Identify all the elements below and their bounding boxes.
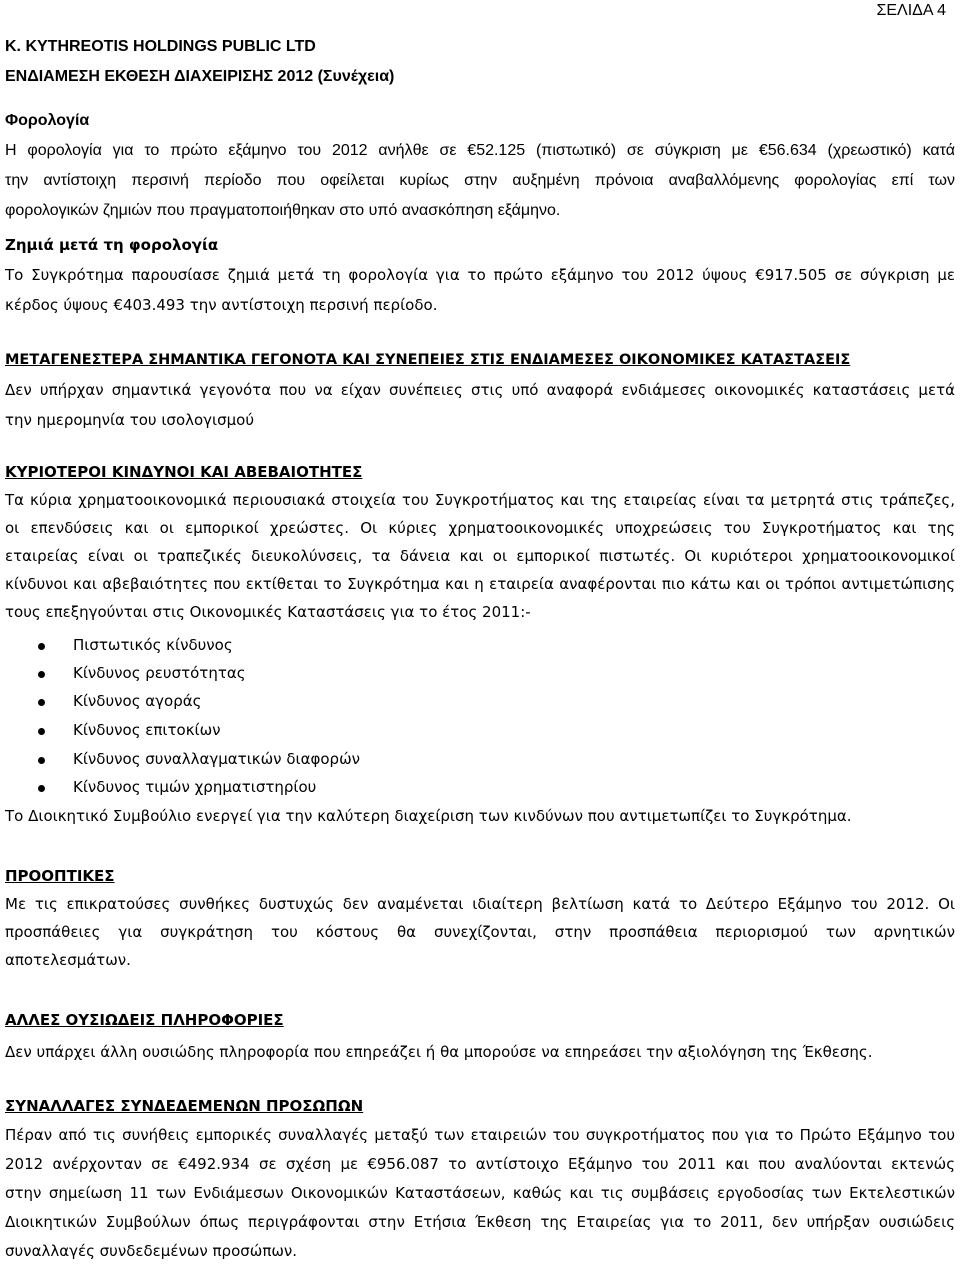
company-name: K. KYTHREOTIS HOLDINGS PUBLIC LTD — [5, 38, 316, 55]
subsequent-events-line: την ημερομηνία του ισολογισμού — [5, 411, 255, 429]
bullet-icon — [38, 785, 45, 792]
taxation-line: την αντίστοιχη περσινή περίοδο που οφείλεται κυρίως στην αυξημένη πρόνοια αναβαλλόμενης φορολογίας επί των — [5, 172, 955, 189]
risks-line: οι επενδύσεις και οι εμπορικοί χρεώστες. Οι κύριες χρηματοοικονομικές υποχρεώσεις του Συγκροτήματος και της — [5, 519, 955, 537]
loss-after-tax-heading: Ζημιά μετά τη φορολογία — [5, 236, 219, 254]
subsequent-events-line: Δεν υπήρχαν σημαντικά γεγονότα που να είχαν συνέπειες στις υπό αναφορά ενδιάμεσες οικονομικές καταστάσεις μετά — [5, 381, 955, 399]
document-page: ΣΕΛΙΔΑ 4 K. KYTHREOTIS HOLDINGS PUBLIC LTD ΕΝΔΙΑΜΕΣΗ ΕΚΘΕΣΗ ΔΙΑΧΕΙΡΙΣΗΣ 2012 (Συνέχεια) Φορολογία Η φορολογία για το πρώτο εξάμηνο του 2012 ανήλθε σε €52.125 (πιστωτικό) σε σύγκριση με €56.634 (χρεωστικό) κατά την αντίστοιχη περσινή περίοδο που οφείλεται κυρίως στην αυξημένη πρόνοια αναβαλλόμενης φορολογίας επί των φορολογικών ζημιών που πραγματοποιήθηκαν στο υπό ανασκόπηση εξάμηνο. Ζημιά μετά τη φορολογία Το Συγκρότημα παρουσίασε ζημιά μετά τη φορολογία για το πρώτο εξάμηνο του 2012 ύψους €917.505 σε σύγκριση με κέρδος ύψους €403.493 την αντίστοιχη περσινή περίοδο. ΜΕΤΑΓΕΝΕΣΤΕΡΑ ΣΗΜΑΝΤΙΚΑ ΓΕΓΟΝΟΤΑ ΚΑΙ ΣΥΝΕΠΕΙΕΣ ΣΤΙΣ ΕΝΔΙΑΜΕΣΕΣ ΟΙΚΟΝΟΜΙΚΕΣ ΚΑΤΑΣΤΑΣΕΙΣ Δεν υπήρχαν σημαντικά γεγονότα που να είχαν συνέπειες στις υπό αναφορά ενδιάμεσες οικονομικές καταστάσεις μετά την ημερομηνία του ισολογισμού ΚΥΡΙΟΤΕΡΟΙ ΚΙΝΔΥΝΟΙ ΚΑΙ ΑΒΕΒΑΙΟΤΗΤΕΣ Τα κύρια χρηματοοικονομικά περιουσιακά στοιχεία του Συγκροτήματος και της εταιρείας είναι τα μετρητά στις τράπεζες, οι επενδύσεις και οι εμπορικοί χρεώστες. Οι κύριες χρηματοοικονομικές υποχρεώσεις του Συγκροτήματος και της εταιρείας είναι οι τραπεζικές διευκολύνσεις, τα δάνεια και οι εμπορικοί πιστωτές. Οι κυριότεροι χρηματοοικονομικοί κίνδυνοι και αβεβαιότητες που εκτίθεται το Συγκρότημα και η εταιρεία αναφέρονται πιο κάτω και οι τρόποι αντιμετώπισης τους επεξηγούνται στις Οικονομικές Καταστάσεις για το έτος 2011:- Πιστωτικός κίνδυνος Κίνδυνος ρευστότητας Κίνδυνος αγοράς Κίνδυνος επιτοκίων Κίνδυνος συναλλαγματικών διαφορών Κίνδυνος τιμών χρηματιστηρίου Το Διοικητικό Συμβούλιο ενεργεί για την καλύτερη διαχείριση των κινδύνων που αντιμετωπίζει το Συγκρότημα. ΠΡΟΟΠΤΙΚΕΣ Με τις επικρατούσες συνθήκες δυστυχώς δεν αναμένεται ιδιαίτερη βελτίωση κατά το Δεύτερο Εξάμηνο του 2012. Οι προσπάθειες για συγκράτηση του κόστους θα συνεχίζονται, στην προσπάθεια περιορισμού των αρνητικών αποτελεσμάτων. ΑΛΛΕΣ ΟΥΣΙΩΔΕΙΣ ΠΛΗΡΟΦΟΡΙΕΣ Δεν υπάρχει άλλη ουσιώδης πληροφορία που επηρεάζει ή θα μπορούσε να επηρεάσει την αξιολόγηση της Έκθεσης. ΣΥΝΑΛΛΑΓΕΣ ΣΥΝΔΕΔΕΜΕΝΩΝ ΠΡΟΣΩΠΩΝ Πέραν από τις συνήθεις εμπορικές συναλλαγές μεταξύ των εταιρειών του συγκροτήματος που για το Πρώτο Εξάμηνο του 2012 ανέρχονταν σε €492.934 σε σχέση με €956.087 το αντίστοιχο Εξάμηνο του 2011 και που αναλύονται εκτενώς στην σημείωση 11 των Ενδιάμεσων Οικονομικών Καταστάσεων, καθώς και τις συμβάσεις εργοδοσίας των Εκτελεστικών Διοικητικών Συμβούλων όπως περιγράφονται στην Ετήσια Έκθεση της Εταιρείας για το 2011, δεν υπήρξαν ουσιώδεις συναλλαγές συνδεδεμένων προσώπων. — [0, 0, 960, 1259]
loss-after-tax-line: κέρδος ύψους €403.493 την αντίστοιχη περσινή περίοδο. — [5, 296, 438, 314]
bullet-icon — [38, 643, 45, 650]
taxation-heading: Φορολογία — [5, 112, 90, 129]
loss-after-tax-line: Το Συγκρότημα παρουσίασε ζημιά μετά τη φορολογία για το πρώτο εξάμηνο του 2012 ύψους €917.505 σε σύγκριση με — [5, 266, 955, 284]
risks-line: εταιρείας είναι οι τραπεζικές διευκολύνσεις, τα δάνεια και οι εμπορικοί πιστωτές. Οι κυριότεροι χρηματοοικονομικοί — [5, 547, 955, 565]
risks-closing: Το Διοικητικό Συμβούλιο ενεργεί για την καλύτερη διαχείριση των κινδύνων που αντιμετωπίζει το Συγκρότημα. — [5, 807, 852, 825]
bullet-icon — [38, 699, 45, 706]
related-parties-line: Διοικητικών Συμβούλων όπως περιγράφονται στην Ετήσια Έκθεση της Εταιρείας για το 2011, δεν υπήρξαν ουσιώδεις — [5, 1213, 955, 1231]
risks-section — [5, 458, 955, 626]
taxation-line: Η φορολογία για το πρώτο εξάμηνο του 2012 ανήλθε σε €52.125 (πιστωτικό) σε σύγκριση με €56.634 (χρεωστικό) κατά — [5, 142, 955, 159]
risks-line: κίνδυνοι και αβεβαιότητες που εκτίθεται το Συγκρότημα και η εταιρεία αναφέρονται πιο κάτω και οι τρόποι αντιμετώπισης — [5, 575, 955, 593]
other-info-section — [5, 1004, 955, 1068]
outlook-heading: ΠΡΟΟΠΤΙΚΕΣ — [5, 867, 115, 885]
bullet-icon — [38, 671, 45, 678]
subsequent-events-heading: ΜΕΤΑΓΕΝΕΣΤΕΡΑ ΣΗΜΑΝΤΙΚΑ ΓΕΓΟΝΟΤΑ ΚΑΙ ΣΥΝΕΠΕΙΕΣ ΣΤΙΣ ΕΝΔΙΑΜΕΣΕΣ ΟΙΚΟΝΟΜΙΚΕΣ ΚΑΤΑΣΤΑΣΕΙΣ — [5, 352, 851, 368]
related-parties-heading: ΣΥΝΑΛΛΑΓΕΣ ΣΥΝΔΕΔΕΜΕΝΩΝ ΠΡΟΣΩΠΩΝ — [5, 1097, 364, 1115]
related-parties-line: συναλλαγές συνδεδεμένων προσώπων. — [5, 1242, 298, 1260]
bullet-icon — [38, 728, 45, 735]
taxation-section — [5, 106, 955, 226]
related-parties-line: Πέραν από τις συνήθεις εμπορικές συναλλαγές μεταξύ των εταιρειών του συγκροτήματος που για το Πρώτο Εξάμηνο του — [5, 1126, 955, 1144]
other-info-line: Δεν υπάρχει άλλη ουσιώδης πληροφορία που επηρεάζει ή θα μπορούσε να επηρεάσει την αξιολόγηση της Έκθεσης. — [5, 1043, 873, 1061]
related-parties-line: στην σημείωση 11 των Ενδιάμεσων Οικονομικών Καταστάσεων, καθώς και τις συμβάσεις εργοδοσίας των Εκτελεστικών — [5, 1184, 955, 1202]
risks-line: τους επεξηγούνται στις Οικονομικές Καταστάσεις για το έτος 2011:- — [5, 603, 531, 621]
page-number: ΣΕΛΙΔΑ 4 — [876, 2, 946, 19]
related-parties-line: 2012 ανέρχονταν σε €492.934 σε σχέση με €956.087 το αντίστοιχο Εξάμηνο του 2011 και που αναλύονται εκτενώς — [5, 1155, 955, 1173]
other-info-heading: ΑΛΛΕΣ ΟΥΣΙΩΔΕΙΣ ΠΛΗΡΟΦΟΡΙΕΣ — [5, 1011, 284, 1029]
outlook-line: αποτελεσμάτων. — [5, 951, 131, 969]
risks-line: Τα κύρια χρηματοοικονομικά περιουσιακά στοιχεία του Συγκροτήματος και της εταιρείας είναι τα μετρητά στις τράπεζες, — [5, 491, 955, 509]
loss-after-tax-section — [5, 230, 955, 320]
subsequent-events-section — [5, 345, 955, 435]
taxation-line: φορολογικών ζημιών που πραγματοποιήθηκαν στο υπό ανασκόπηση εξάμηνο. — [5, 202, 561, 219]
risks-heading: ΚΥΡΙΟΤΕΡΟΙ ΚΙΝΔΥΝΟΙ ΚΑΙ ΑΒΕΒΑΙΟΤΗΤΕΣ — [5, 463, 363, 481]
bullet-icon — [38, 757, 45, 764]
outlook-line: Με τις επικρατούσες συνθήκες δυστυχώς δεν αναμένεται ιδιαίτερη βελτίωση κατά το Δεύτερο Εξάμηνο του 2012. Οι — [5, 895, 955, 913]
outlook-section — [5, 862, 955, 974]
report-title: ΕΝΔΙΑΜΕΣΗ ΕΚΘΕΣΗ ΔΙΑΧΕΙΡΙΣΗΣ 2012 (Συνέχεια) — [5, 68, 395, 85]
related-parties-section — [5, 1092, 955, 1266]
outlook-line: προσπάθειες για συγκράτηση του κόστους θα συνεχίζονται, στην προσπάθεια περιορισμού των αρνητικών — [5, 923, 955, 941]
